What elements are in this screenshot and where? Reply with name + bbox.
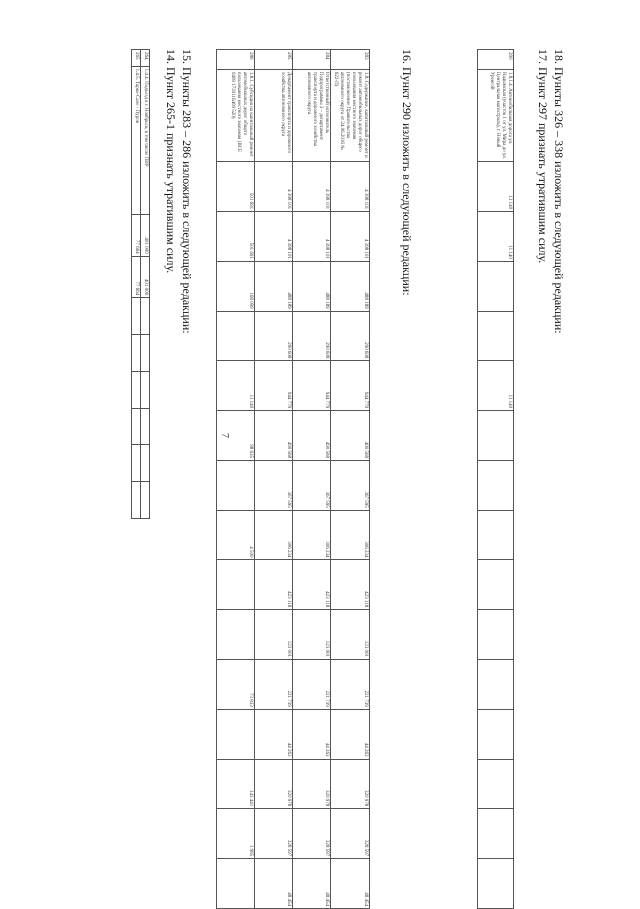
cell: 306 234 xyxy=(331,510,370,560)
paragraph-16: 16. Пункт 290 изложить в следующей редакции: xyxy=(400,48,414,296)
cell: 11 140 xyxy=(478,161,514,211)
cell: 44 263 xyxy=(255,709,293,759)
cell: 490 568 xyxy=(293,410,331,460)
cell xyxy=(217,858,255,908)
row-name: 1.8.1.4. Автомобильная дорога ул. Надымская (участок 1 от ул. Мира до ул. Центральная магистраль), г. Новый Уренгой xyxy=(478,69,514,161)
table-row xyxy=(478,49,514,908)
cell: 490 568 xyxy=(255,410,293,460)
table-row xyxy=(331,49,370,908)
row-number: 284 xyxy=(293,49,331,69)
cell: 168 099 xyxy=(217,261,255,311)
row-name: 1.8.1. Субсидия на капитальный ремонт автомобильных дорог общего пользования местного значения (ВСЕ 0409 1730116400 520) xyxy=(217,69,255,161)
cell xyxy=(478,510,514,560)
cell: 328 597 xyxy=(331,808,370,858)
cell: 1 985 xyxy=(217,808,255,858)
cell xyxy=(478,759,514,809)
cell: 4 398 101 xyxy=(331,161,370,211)
cell: 48 454 xyxy=(255,858,293,908)
cell: 501 691 xyxy=(217,161,255,211)
cell: 290 608 xyxy=(331,311,370,361)
cell: 423 118 xyxy=(293,559,331,609)
cell: 290 608 xyxy=(293,311,331,361)
cell xyxy=(478,609,514,659)
cell: 221 739 xyxy=(293,659,331,709)
cell: 328 597 xyxy=(293,808,331,858)
cell xyxy=(141,334,150,371)
cell: 4 500 xyxy=(217,510,255,560)
document-page xyxy=(70,13,570,906)
cell xyxy=(141,371,150,408)
paragraph-18: 18. Пункты 326 – 338 изложить в следующей редакции: xyxy=(552,48,566,334)
cell: 77 664 xyxy=(132,214,141,256)
row-number: 290 xyxy=(478,49,514,69)
cell xyxy=(478,311,514,361)
cell: 123 001 xyxy=(331,609,370,659)
cell: 367 595 xyxy=(293,460,331,510)
cell: 401 000 xyxy=(141,256,150,298)
row-number: 283 xyxy=(331,49,370,69)
paragraph-17: 17. Пункт 297 признать утратившим силу. xyxy=(536,48,550,263)
cell: 423 118 xyxy=(255,559,293,609)
row-number: 264 xyxy=(141,49,150,66)
table-row xyxy=(141,49,150,518)
row-number: 286 xyxy=(217,49,255,69)
cell: 48 454 xyxy=(293,858,331,908)
cell: 98 635 xyxy=(217,410,255,460)
cell: 306 234 xyxy=(293,510,331,560)
cell xyxy=(141,297,150,334)
cell: 488 189 xyxy=(255,261,293,311)
cell xyxy=(217,559,255,609)
cell: 44 263 xyxy=(331,709,370,759)
cell: 221 739 xyxy=(331,659,370,709)
paragraph-15: 15. Пункты 283 – 286 изложить в следующей редакции: xyxy=(180,48,194,334)
cell: 944 779 xyxy=(293,360,331,410)
table-row xyxy=(217,49,255,908)
cell xyxy=(132,334,141,371)
cell xyxy=(132,371,141,408)
cell: 488 189 xyxy=(293,261,331,311)
cell: 944 779 xyxy=(331,360,370,410)
row-number: 285 xyxy=(255,49,293,69)
cell: 501 691 xyxy=(217,211,255,261)
cell xyxy=(217,460,255,510)
cell: 328 597 xyxy=(255,808,293,858)
cell xyxy=(478,709,514,759)
cell: 73 833 xyxy=(217,659,255,709)
cell: 4 398 101 xyxy=(255,161,293,211)
cell: 123 001 xyxy=(255,609,293,659)
cell: 290 608 xyxy=(255,311,293,361)
cell: 123 001 xyxy=(293,609,331,659)
row-name: 1.8. Содержание, капитальный ремонт и ремонт автомобильных дорог общего пользования местного значения (постановление Правительства автономного округа от 24.06.2016 № 622-П) xyxy=(331,69,370,161)
cell xyxy=(217,609,255,659)
cell xyxy=(217,709,255,759)
cell xyxy=(141,481,150,518)
cell xyxy=(132,408,141,445)
table-top xyxy=(131,49,150,519)
row-name: 1.4.4. Подъезд к г. Ноябрьск, в том числе ПИР xyxy=(141,66,150,214)
cell xyxy=(132,297,141,334)
table-row xyxy=(293,49,331,908)
cell: 11 140 xyxy=(478,360,514,410)
cell: 944 779 xyxy=(255,360,293,410)
cell: 490 568 xyxy=(331,410,370,460)
paragraph-14: 14. Пункт 265-1 признать утратившим силу. xyxy=(164,48,178,273)
cell: 367 595 xyxy=(331,460,370,510)
cell xyxy=(132,444,141,481)
cell: 4 398 101 xyxy=(293,161,331,211)
cell xyxy=(217,311,255,361)
cell: 11 140 xyxy=(478,211,514,261)
cell: 320 978 xyxy=(293,759,331,809)
row-name: Ответственный исполнитель Подпрограммы 3 – департамент транспорта и дорожного хозяйства автономного округа xyxy=(293,69,331,161)
cell xyxy=(478,808,514,858)
cell: 48 454 xyxy=(331,858,370,908)
row-name: 1.4.5. Тарко-Сале - Пуров xyxy=(132,66,141,214)
cell: 221 739 xyxy=(255,659,293,709)
cell: 488 189 xyxy=(331,261,370,311)
cell xyxy=(141,444,150,481)
cell: 44 263 xyxy=(293,709,331,759)
cell xyxy=(141,408,150,445)
cell: 77 664 xyxy=(132,256,141,298)
cell: 320 978 xyxy=(331,759,370,809)
cell: 423 118 xyxy=(331,559,370,609)
cell xyxy=(478,659,514,709)
table-row xyxy=(255,49,293,908)
cell: 320 978 xyxy=(255,759,293,809)
page-number: 7 xyxy=(219,432,230,438)
cell: 4 398 101 xyxy=(255,211,293,261)
cell: 306 234 xyxy=(255,510,293,560)
row-name: Департамент транспорта и дорожного хозяйства автономного округа xyxy=(255,69,293,161)
cell: 401 000 xyxy=(141,214,150,256)
row-number: 265 xyxy=(132,49,141,66)
table-main xyxy=(216,49,370,909)
table-290 xyxy=(477,49,514,909)
table-row xyxy=(132,49,141,518)
cell: 4 398 101 xyxy=(331,211,370,261)
cell xyxy=(478,858,514,908)
cell xyxy=(478,460,514,510)
cell xyxy=(478,410,514,460)
cell: 143 441 xyxy=(217,759,255,809)
cell: 4 398 101 xyxy=(293,211,331,261)
cell xyxy=(132,481,141,518)
cell xyxy=(478,261,514,311)
cell: 367 595 xyxy=(255,460,293,510)
cell xyxy=(478,559,514,609)
cell: 11 140 xyxy=(217,360,255,410)
